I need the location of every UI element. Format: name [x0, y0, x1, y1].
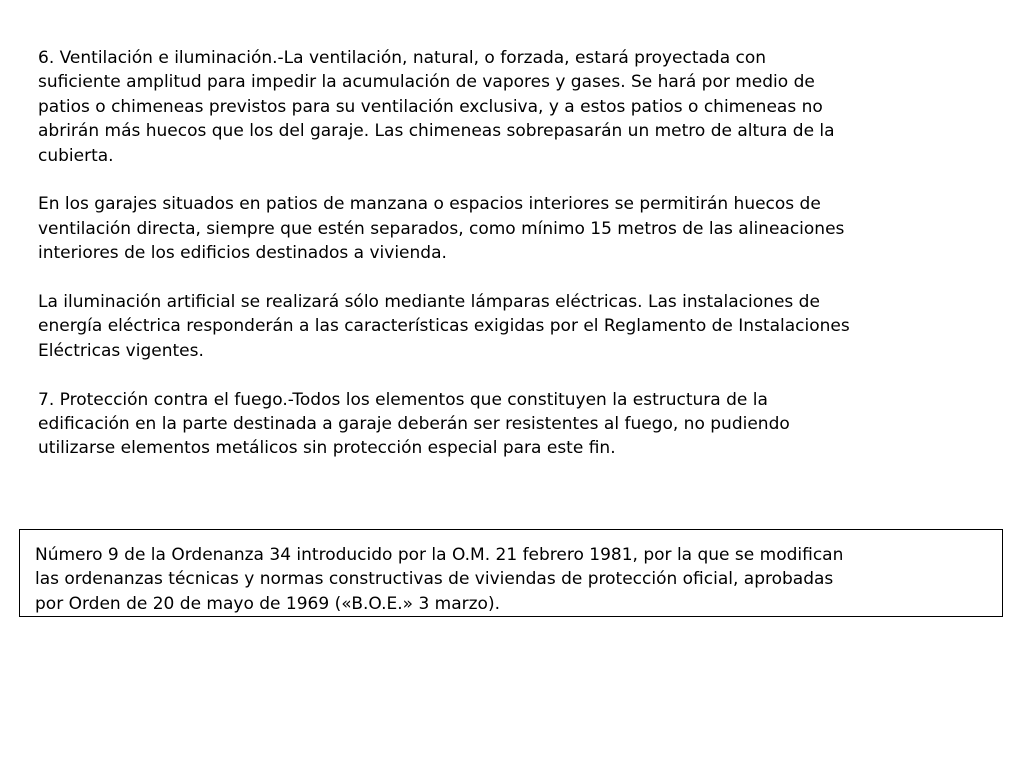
document-body	[38, 46, 998, 485]
footnote-text: Número 9 de la Ordenanza 34 introducido por la O.M. 21 febrero 1981, por la que se modifican las ordenanzas técnicas y normas constructivas de viviendas de protección oficial, aprobadas por Orden de 20 de mayo de 1969 («B.O.E.» 3 marzo).	[35, 545, 844, 614]
paragraph-iluminacion: La iluminación artificial se realizará sólo mediante lámparas eléctricas. Las instalaciones de energía eléctrica responderán a las características exigidas por el Reglamento de Instalaciones Eléctricas vigentes.	[38, 292, 850, 361]
paragraph-ventilacion: 6. Ventilación e iluminación.-La ventilación, natural, o forzada, estará proyectada con suficiente amplitud para impedir la acumulación de vapores y gases. Se hará por medio de patios o chimeneas previstos para su ventilación exclusiva, y a estos patios o chimeneas no abrirán más huecos que los del garaje. Las chimeneas sobrepasarán un metro de altura de la cubierta.	[38, 48, 835, 166]
paragraph-proteccion-fuego: 7. Protección contra el fuego.-Todos los elementos que constituyen la estructura de la edificación en la parte destinada a garaje deberán ser resistentes al fuego, no pudiendo utilizarse elementos metálicos sin protección especial para este fin.	[38, 389, 790, 459]
footnote-box	[19, 529, 1003, 617]
paragraph-garajes-patios: En los garajes situados en patios de manzana o espacios interiores se permitirán huecos de ventilación directa, siempre que estén separados, como mínimo 15 metros de las alineaciones interiores de los edificios destinados a vivienda.	[38, 194, 845, 264]
